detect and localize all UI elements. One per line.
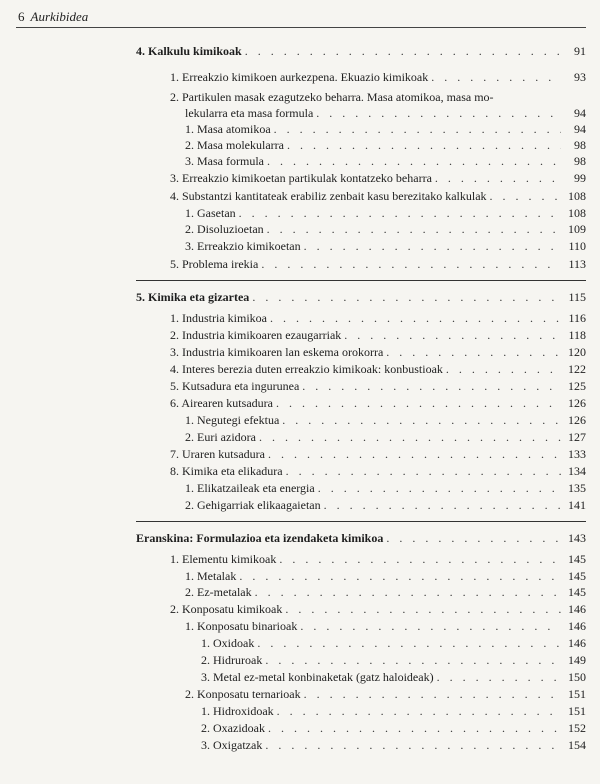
toc-entry-label: 4. Interes berezia duten erreakzio kimikoak: konbustioak (170, 362, 443, 376)
toc-page-number: 110 (568, 239, 586, 253)
dot-leader (277, 704, 561, 719)
toc-entry (170, 171, 586, 186)
toc-entry (201, 721, 586, 736)
dot-leader (270, 311, 561, 326)
page-header-title: Aurkibidea (30, 9, 89, 24)
toc-entry-label: 1. Elikatzaileak eta energia (185, 481, 315, 495)
toc-page-number: 143 (568, 531, 586, 545)
toc-entry (185, 206, 586, 221)
dot-leader (268, 721, 561, 736)
toc-page-number: 146 (568, 636, 586, 650)
toc-page-number: 118 (568, 328, 586, 342)
toc-page-number: 113 (568, 257, 586, 271)
toc-section-heading (136, 531, 586, 546)
toc-entry-label: 3. Erreakzio kimikoetan (185, 239, 301, 253)
toc-page-number: 134 (568, 464, 586, 478)
toc-entry (185, 585, 586, 600)
toc-page-number: 91 (574, 44, 586, 58)
toc-entry-label: 2. Partikulen masak ezagutzeko beharra. Masa atomikoa, masa mo- (170, 90, 494, 104)
toc-page-number: 135 (568, 481, 586, 495)
toc-page-number: 151 (568, 704, 586, 718)
dot-leader (286, 464, 561, 479)
toc-page-number: 99 (574, 171, 586, 185)
toc-page-number: 146 (568, 602, 586, 616)
toc-entry (170, 362, 586, 377)
toc-entry (170, 328, 586, 343)
toc-entry (185, 154, 586, 169)
dot-leader (302, 379, 561, 394)
toc-entry-label: 2. Industria kimikoaren ezaugarriak (170, 328, 342, 342)
toc-page-number: 145 (568, 569, 586, 583)
dot-leader (259, 430, 561, 445)
toc-page-number: 93 (574, 70, 586, 84)
dot-leader (386, 531, 561, 546)
toc-entry-label: 1. Erreakzio kimikoen aurkezpena. Ekuazio kimikoak (170, 70, 429, 84)
toc-entry-label: 1. Konposatu binarioak (185, 619, 298, 633)
dot-leader (239, 569, 561, 584)
toc-entry (201, 738, 586, 753)
dot-leader (279, 552, 561, 567)
dot-leader (265, 653, 561, 668)
toc-entry-label: 1. Masa atomikoa (185, 122, 271, 136)
toc-page-number: 98 (574, 138, 586, 152)
toc-entry-label: 1. Metalak (185, 569, 237, 583)
toc-page-number: 109 (568, 222, 586, 236)
toc-entry-label: 3. Erreakzio kimikoetan partikulak kontatzeko beharra (170, 171, 432, 185)
toc-page-number: 108 (568, 189, 586, 203)
toc-page-number: 115 (568, 290, 586, 304)
dot-leader (268, 447, 561, 462)
toc-entry-label: 1. Oxidoak (201, 636, 255, 650)
toc-entry-label: 1. Gasetan (185, 206, 236, 220)
toc-entry-label: 2. Hidruroak (201, 653, 263, 667)
toc-entry (185, 498, 586, 513)
toc-entry-label: 4. Substantzi kantitateak erabiliz zenbait kasu berezitako kalkulak (170, 189, 487, 203)
toc-page-number: 94 (574, 122, 586, 136)
dot-leader (276, 396, 561, 411)
toc-page-number: 154 (568, 738, 586, 752)
toc-page-number: 126 (568, 396, 586, 410)
page-number: 6 (18, 9, 25, 24)
toc-entry (185, 687, 586, 702)
dot-leader (437, 670, 561, 685)
toc-entry-label: lekularra eta masa formula (185, 106, 314, 120)
dot-leader (255, 585, 561, 600)
toc-entry (185, 413, 586, 428)
toc-entry-label: 2. Oxazidoak (201, 721, 265, 735)
dot-leader (446, 362, 561, 377)
toc-page-number: 127 (568, 430, 586, 444)
toc-entry-label: 7. Uraren kutsadura (170, 447, 265, 461)
dot-leader (285, 602, 561, 617)
toc-page-number: 152 (568, 721, 586, 735)
toc-page-number: 150 (568, 670, 586, 684)
dot-leader (344, 328, 561, 343)
dot-leader (252, 290, 561, 305)
toc-entry (185, 106, 586, 121)
toc-entry-label: 2. Konposatu ternarioak (185, 687, 301, 701)
dot-leader (274, 122, 561, 137)
dot-leader (324, 498, 561, 513)
toc-entry (201, 636, 586, 651)
toc-entry (185, 569, 586, 584)
toc-entry (170, 311, 586, 326)
toc-page-number: 141 (568, 498, 586, 512)
dot-leader (316, 106, 561, 121)
toc-entry-label: 1. Negutegi efektua (185, 413, 280, 427)
toc-entry (185, 222, 586, 237)
dot-leader (239, 206, 561, 221)
toc-entry-label: 4. Kalkulu kimikoak (136, 44, 242, 58)
toc-entry-label: 2. Ez-metalak (185, 585, 252, 599)
dot-leader (287, 138, 561, 153)
toc-entry (170, 602, 586, 617)
dot-leader (267, 154, 561, 169)
toc-entry-label: 2. Euri azidora (185, 430, 256, 444)
toc-page-number: 145 (568, 552, 586, 566)
dot-leader (490, 189, 561, 204)
toc-entry-label: 5. Kimika eta gizartea (136, 290, 250, 304)
toc-entry-label: 1. Hidroxidoak (201, 704, 274, 718)
dot-leader (300, 619, 561, 634)
toc-entry (185, 122, 586, 137)
toc-entry (201, 653, 586, 668)
toc-page-number: 145 (568, 585, 586, 599)
toc-entry (170, 189, 586, 204)
toc-page-number: 133 (568, 447, 586, 461)
toc-entry-label: 6. Airearen kutsadura (170, 396, 273, 410)
toc-page-number: 122 (568, 362, 586, 376)
toc-page-number: 94 (574, 106, 586, 120)
dot-leader (245, 44, 561, 59)
dot-leader (267, 222, 561, 237)
toc-page-number: 149 (568, 653, 586, 667)
dot-leader (386, 345, 561, 360)
toc-entry (170, 464, 586, 479)
dot-leader (257, 636, 561, 651)
toc-entry-label: 2. Gehigarriak elikaagaietan (185, 498, 321, 512)
toc-entry-label: 5. Kutsadura eta ingurunea (170, 379, 300, 393)
toc-entry (170, 552, 586, 567)
toc-entry (170, 447, 586, 462)
toc-entry-label: 1. Industria kimikoa (170, 311, 267, 325)
toc-page-number: 151 (568, 687, 586, 701)
toc-entry (170, 257, 586, 272)
toc-page-number: 120 (568, 345, 586, 359)
toc-entry (170, 70, 586, 85)
toc-entry-label: 3. Masa formula (185, 154, 264, 168)
toc-entry (185, 481, 586, 496)
toc-page-number: 98 (574, 154, 586, 168)
dot-leader (265, 738, 561, 753)
toc-entry (201, 670, 586, 685)
toc-entry-label: 3. Oxigatzak (201, 738, 263, 752)
toc-page-number: 146 (568, 619, 586, 633)
dot-leader (304, 687, 561, 702)
toc-entry-label: 1. Elementu kimikoak (170, 552, 277, 566)
toc-entry (201, 704, 586, 719)
dot-leader (318, 481, 561, 496)
dot-leader (261, 257, 561, 272)
toc-entry-label: 3. Industria kimikoaren lan eskema orokorra (170, 345, 384, 359)
toc-entry (170, 379, 586, 394)
dot-leader (435, 171, 561, 186)
dot-leader (431, 70, 561, 85)
toc-entry (185, 430, 586, 445)
toc-section-heading (136, 44, 586, 59)
toc-page-number: 116 (568, 311, 586, 325)
toc-entry (185, 239, 586, 254)
toc-entry (170, 345, 586, 360)
toc-entry-label: 8. Kimika eta elikadura (170, 464, 283, 478)
toc-entry-label: 2. Konposatu kimikoak (170, 602, 283, 616)
dot-leader (282, 413, 561, 428)
toc-entry (185, 138, 586, 153)
toc-entry-label: 5. Problema irekia (170, 257, 259, 271)
toc-entry (185, 619, 586, 634)
toc-entry (170, 396, 586, 411)
toc-page-number: 108 (568, 206, 586, 220)
toc-entry-label: 3. Metal ez-metal konbinaketak (gatz haloideak) (201, 670, 434, 684)
toc-entry-label: 2. Masa molekularra (185, 138, 284, 152)
toc-section-heading (136, 290, 586, 305)
toc-page-number: 125 (568, 379, 586, 393)
toc-entry-label: 2. Disoluzioetan (185, 222, 264, 236)
toc-page-number: 126 (568, 413, 586, 427)
dot-leader (304, 239, 561, 254)
toc-entry-label: Eranskina: Formulazioa eta izendaketa kimikoa (136, 531, 384, 545)
